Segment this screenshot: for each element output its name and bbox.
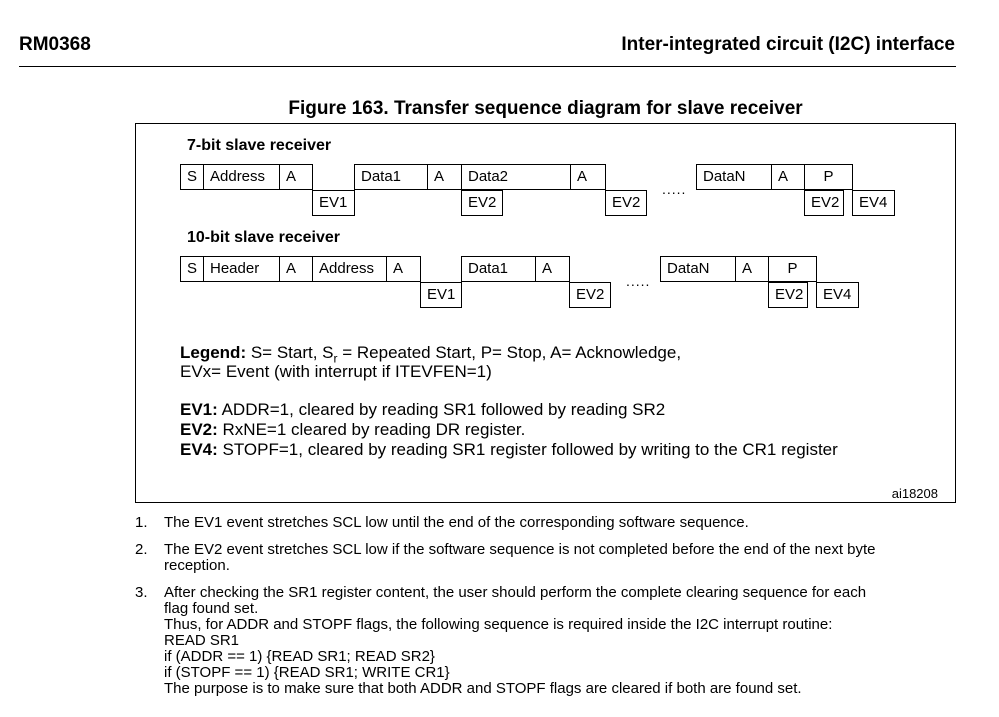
note-line: flag found set. <box>164 600 259 617</box>
event-box: EV2 <box>768 282 808 308</box>
event-box: EV2 <box>461 190 503 216</box>
seq-ack: A <box>279 164 313 190</box>
legend-text: S= Start, S <box>246 343 334 362</box>
note-line: The EV1 event stretches SCL low until the end of the corresponding software sequence. <box>164 514 749 531</box>
seq-ack: A <box>570 164 606 190</box>
seq-ack: A <box>535 256 570 282</box>
seq-address: Address <box>312 256 387 282</box>
note-number: 1. <box>135 514 148 531</box>
event-box: EV2 <box>605 190 647 216</box>
note-line: Thus, for ADDR and STOPF flags, the following sequence is required inside the I2C interrupt routine: <box>164 616 833 633</box>
note-3 <box>135 585 955 697</box>
ev2-text: RxNE=1 cleared by reading DR register. <box>217 420 526 439</box>
figure-title: Figure 163. Transfer sequence diagram for slave receiver <box>288 98 803 119</box>
continuation-dots: ..... <box>626 273 651 289</box>
doc-id: RM0368 <box>19 34 91 55</box>
note-line: After checking the SR1 register content, the user should perform the complete clearing sequence for each <box>164 584 867 601</box>
ev1-text: ADDR=1, cleared by reading SR1 followed by reading SR2 <box>217 400 666 419</box>
legend-ev4 <box>180 440 838 460</box>
event-box: EV4 <box>816 282 859 308</box>
seq-ack: A <box>427 164 462 190</box>
seq-data: Data1 <box>354 164 428 190</box>
seq-start: S <box>180 164 204 190</box>
note-number: 3. <box>135 584 148 601</box>
note-line: if (ADDR == 1) {READ SR1; READ SR2} <box>164 648 435 665</box>
seq-stop: P <box>804 164 853 190</box>
header-rule <box>19 66 956 67</box>
section-title: Inter-integrated circuit (I2C) interface <box>621 34 955 55</box>
event-box: EV1 <box>312 190 355 216</box>
seq-ack: A <box>735 256 769 282</box>
note-2 <box>135 542 955 574</box>
ev4-label: EV4: <box>180 440 218 459</box>
seq-data: DataN <box>660 256 736 282</box>
ev4-text: STOPF=1, cleared by reading SR1 register followed by writing to the CR1 register <box>217 440 838 459</box>
event-box: EV4 <box>852 190 895 216</box>
event-box: EV2 <box>804 190 844 216</box>
legend-line-2: EVx= Event (with interrupt if ITEVFEN=1) <box>180 362 492 381</box>
legend-text: = Repeated Start, P= Stop, A= Acknowledge, <box>337 343 682 362</box>
seq-start: S <box>180 256 204 282</box>
note-line: reception. <box>164 557 230 574</box>
note-line: The purpose is to make sure that both ADDR and STOPF flags are cleared if both are found set. <box>164 680 802 697</box>
note-number: 2. <box>135 541 148 558</box>
seq-ack: A <box>771 164 805 190</box>
ev1-label: EV1: <box>180 400 218 419</box>
continuation-dots: ..... <box>662 181 687 197</box>
legend-subscript: r <box>333 351 338 366</box>
seq-ack: A <box>386 256 421 282</box>
seq-header: Header <box>203 256 280 282</box>
note-line: if (STOPF == 1) {READ SR1; WRITE CR1} <box>164 664 450 681</box>
seq-data: Data1 <box>461 256 536 282</box>
figure-ref: ai18208 <box>891 486 938 501</box>
seven-bit-title: 7-bit slave receiver <box>187 137 332 154</box>
ev2-label: EV2: <box>180 420 218 439</box>
note-1 <box>135 515 955 531</box>
legend-ev2 <box>180 420 525 440</box>
legend-ev1 <box>180 400 665 420</box>
note-line: The EV2 event stretches SCL low if the software sequence is not completed before the end of the next byte <box>164 541 876 558</box>
event-box: EV2 <box>569 282 611 308</box>
seq-data: DataN <box>696 164 772 190</box>
note-line: READ SR1 <box>164 632 240 649</box>
seq-stop: P <box>768 256 817 282</box>
ten-bit-title: 10-bit slave receiver <box>187 229 340 246</box>
event-box: EV1 <box>420 282 462 308</box>
seq-ack: A <box>279 256 313 282</box>
legend-label: Legend: <box>180 343 247 362</box>
seq-address: Address <box>203 164 280 190</box>
seq-data: Data2 <box>461 164 571 190</box>
